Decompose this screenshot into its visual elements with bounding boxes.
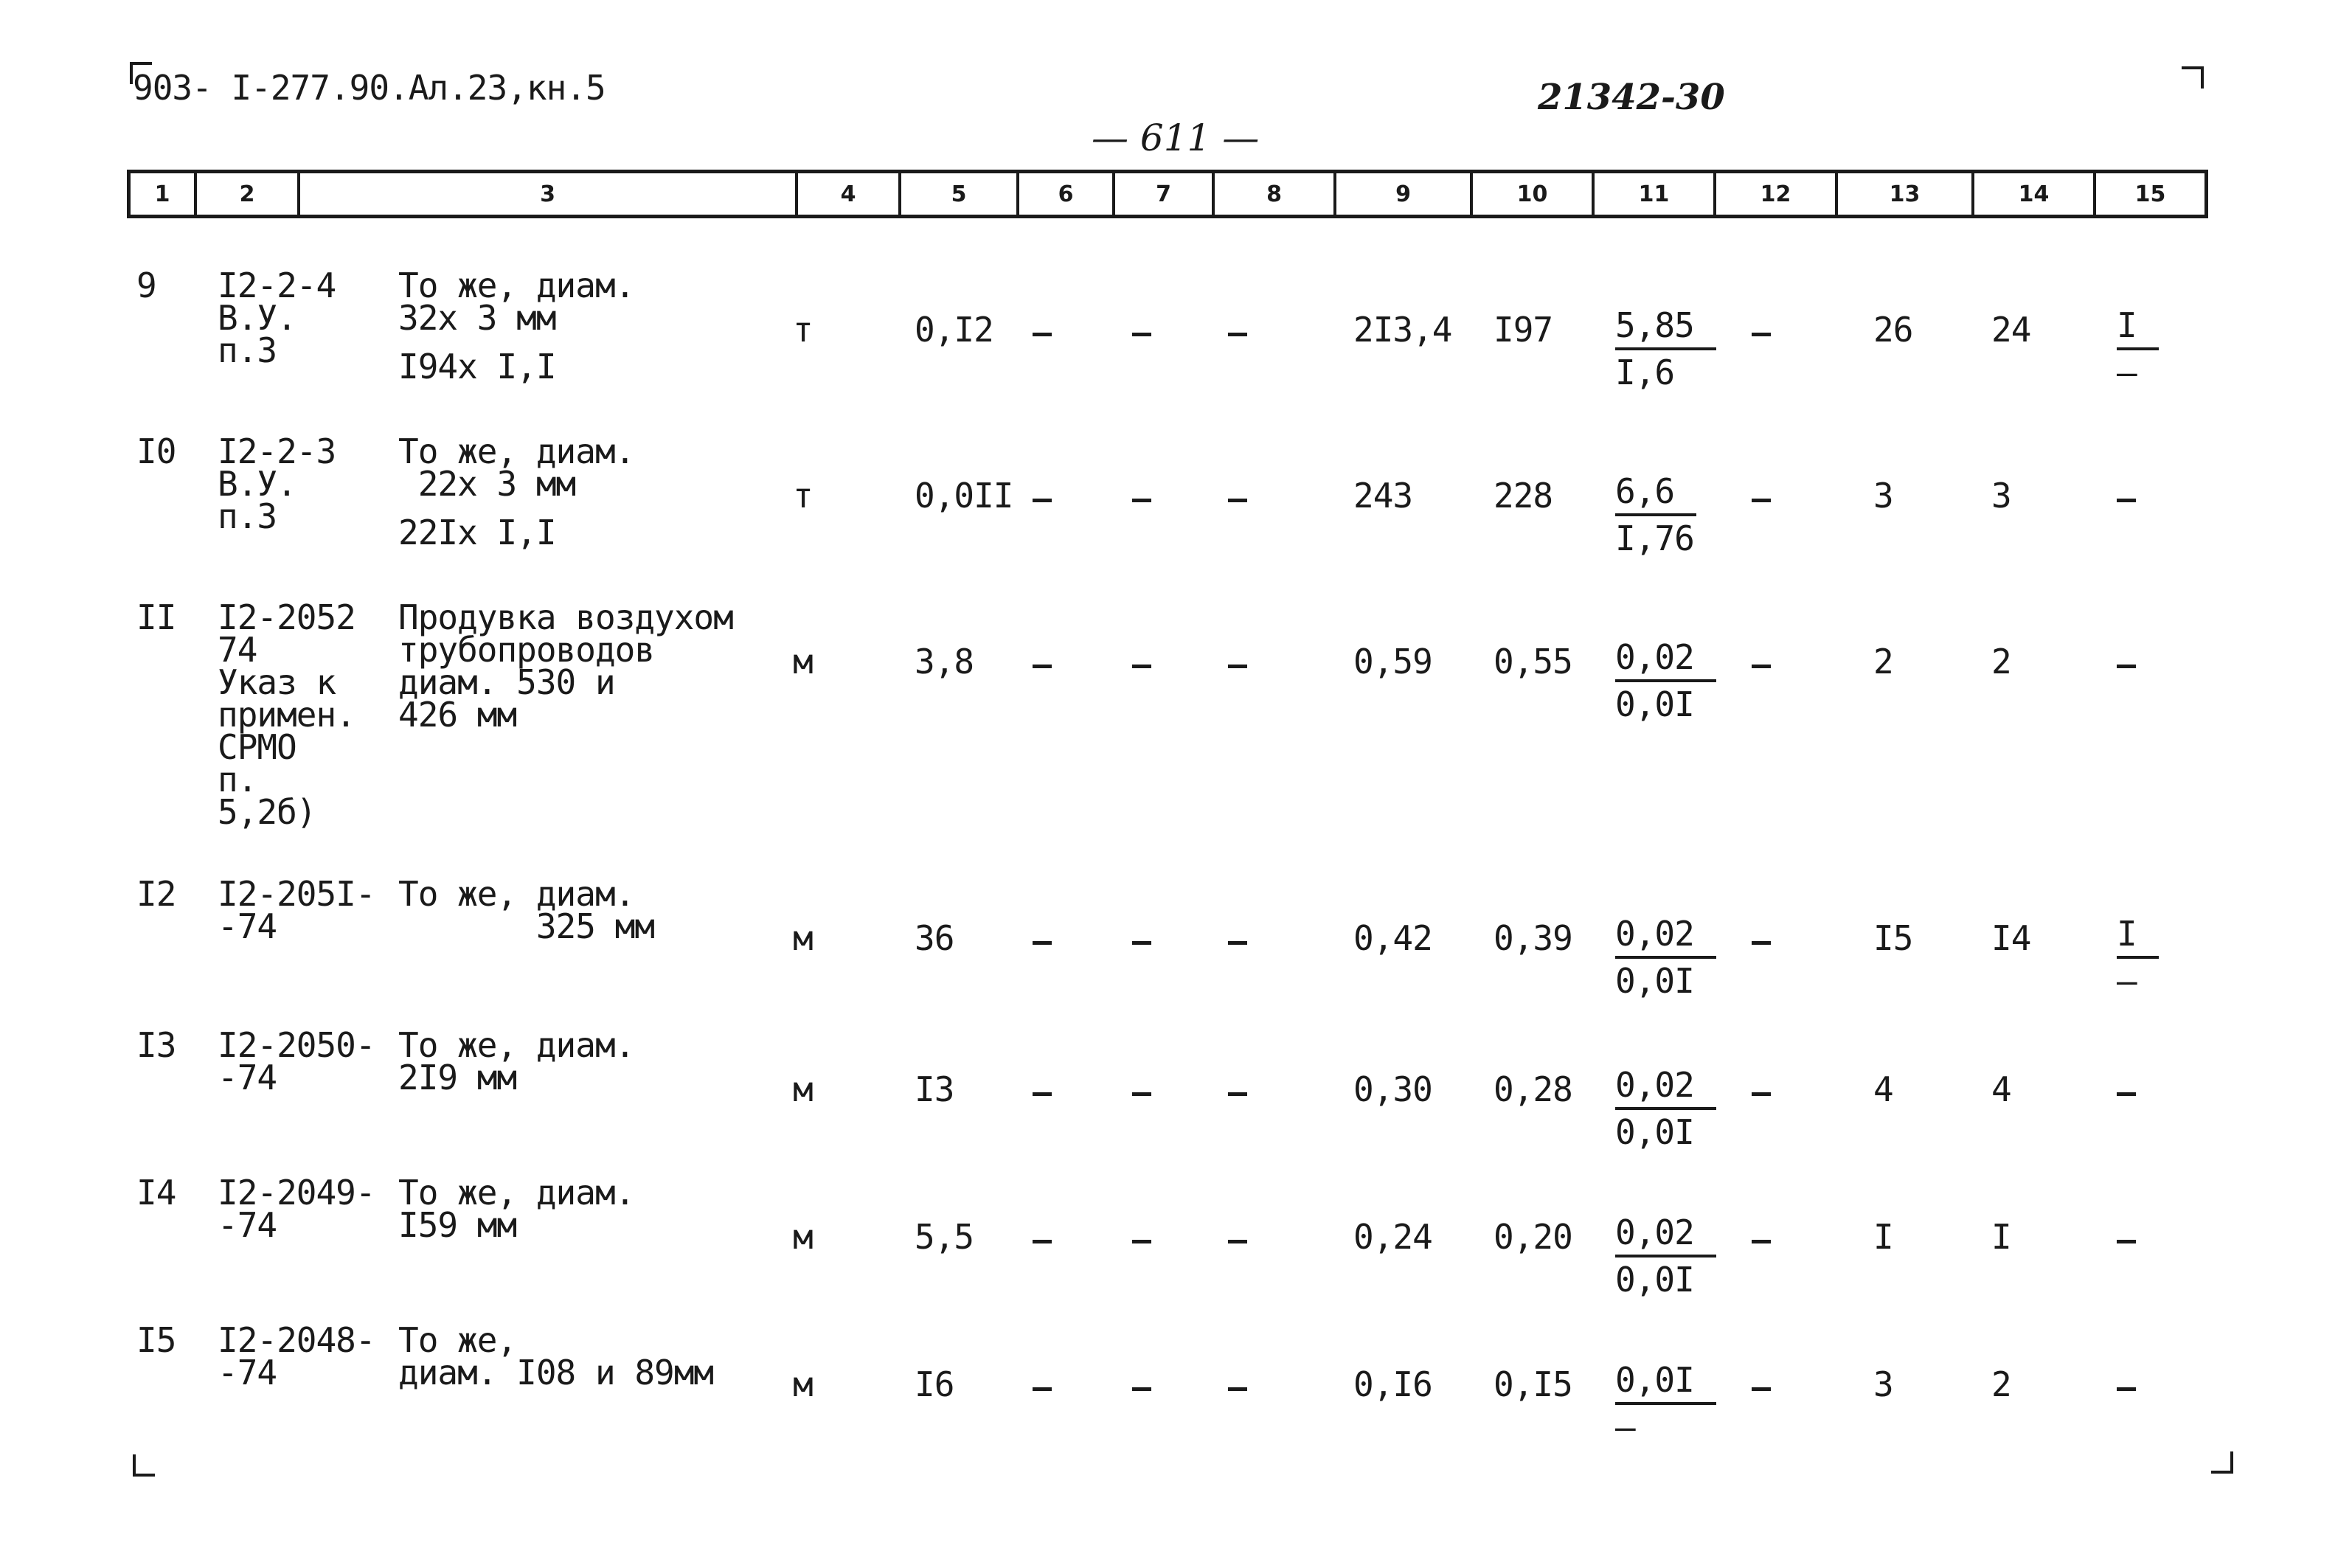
col9-value: 0,I6 <box>1353 1364 1432 1404</box>
col11-denominator: 0,0I <box>1615 961 1694 1001</box>
col11-numerator: 0,02 <box>1615 635 1716 682</box>
col14-value: 4 <box>1991 1069 2011 1109</box>
col11-denominator: – <box>1615 1407 1635 1447</box>
quantity: 3,8 <box>915 642 974 681</box>
col12-dash <box>1752 1092 1771 1096</box>
document-number: 21342-30 <box>1538 77 1725 118</box>
col13-value: I5 <box>1873 918 1913 958</box>
corner-mark-top-right <box>2182 66 2204 89</box>
unit: м <box>793 642 813 681</box>
col15-denominator: – <box>2117 961 2137 1001</box>
quantity: I3 <box>915 1069 954 1109</box>
col15-fraction <box>2117 912 2159 1003</box>
row-number: II <box>136 597 176 637</box>
col10-value: 0,I5 <box>1494 1364 1572 1404</box>
col13-value: I <box>1873 1217 1893 1257</box>
col7-dash <box>1132 1387 1151 1391</box>
col12-dash <box>1752 1387 1771 1391</box>
corner-mark-bottom-left <box>133 1454 155 1477</box>
column-header-15: 15 <box>2134 181 2166 207</box>
col11-fraction <box>1615 469 1696 561</box>
col11-denominator: 0,0I <box>1615 684 1694 724</box>
col11-numerator: 6,6 <box>1615 469 1696 516</box>
col8-dash <box>1228 1092 1247 1096</box>
unit: т <box>793 476 813 516</box>
rate-code: I2-2052 74 Указ к примен. СРМО п. 5,2б) <box>218 597 355 832</box>
col15-numerator: I <box>2117 912 2159 959</box>
col7-dash <box>1132 333 1151 336</box>
col15-numerator: I <box>2117 303 2159 350</box>
col10-value: 0,39 <box>1494 918 1572 958</box>
column-header-7: 7 <box>1115 173 1215 215</box>
col14-value: I4 <box>1991 918 2031 958</box>
rate-code: I2-2048- -74 <box>218 1320 375 1392</box>
col10-value: 0,28 <box>1494 1069 1572 1109</box>
col12-dash <box>1752 499 1771 502</box>
col11-fraction <box>1615 912 1716 1003</box>
col10-value: 0,55 <box>1494 642 1572 681</box>
col15-dash <box>2117 1387 2136 1391</box>
row-number: I3 <box>136 1025 176 1065</box>
work-description: То же, диам. 2I9 мм <box>398 1025 635 1097</box>
col6-dash <box>1033 499 1052 502</box>
col15-dash <box>2117 1240 2136 1243</box>
work-description: То же, диам. I08 и 89мм <box>398 1320 714 1392</box>
column-header-2: 2 <box>197 173 300 215</box>
row-number: I4 <box>136 1173 176 1213</box>
col15-denominator: – <box>2117 353 2137 392</box>
column-header-1: 1 <box>131 173 197 215</box>
col11-fraction <box>1615 1210 1716 1302</box>
col11-fraction <box>1615 303 1716 395</box>
col7-dash <box>1132 1240 1151 1243</box>
col8-dash <box>1228 665 1247 668</box>
col12-dash <box>1752 1240 1771 1243</box>
col11-fraction <box>1615 1358 1716 1449</box>
col6-dash <box>1033 1240 1052 1243</box>
col7-dash <box>1132 665 1151 668</box>
column-header-4: 4 <box>798 173 901 215</box>
col13-value: 4 <box>1873 1069 1893 1109</box>
col9-value: 0,42 <box>1353 918 1432 958</box>
col6-dash <box>1033 1387 1052 1391</box>
col11-numerator: 0,02 <box>1615 912 1716 959</box>
col7-dash <box>1132 941 1151 945</box>
col10-value: 0,20 <box>1494 1217 1572 1257</box>
unit: м <box>793 1364 813 1404</box>
col6-dash <box>1033 665 1052 668</box>
column-header-6: 6 <box>1019 173 1115 215</box>
col14-value: 24 <box>1991 310 2031 350</box>
col15-fraction <box>2117 303 2159 395</box>
col11-numerator: 0,02 <box>1615 1063 1716 1110</box>
col9-value: 0,30 <box>1353 1069 1432 1109</box>
column-header-9: 9 <box>1336 173 1473 215</box>
row-number: I0 <box>136 431 176 471</box>
work-description: То же, диам. 32х 3 мм <box>398 266 635 338</box>
row-number: I2 <box>136 874 176 914</box>
quantity: 36 <box>915 918 954 958</box>
quantity: 0,0II <box>915 476 1013 516</box>
work-description: Продувка воздухом трубопроводов диам. 530 и 426 мм <box>398 597 733 735</box>
col11-numerator: 0,0I <box>1615 1358 1716 1405</box>
col11-denominator: I,6 <box>1615 353 1675 392</box>
quantity: 0,I2 <box>915 310 993 350</box>
column-header-3: 3 <box>300 173 798 215</box>
unit: м <box>793 1069 813 1109</box>
col15-dash <box>2117 1092 2136 1096</box>
col8-dash <box>1228 499 1247 502</box>
col9-value: 243 <box>1353 476 1413 516</box>
col14-value: 3 <box>1991 476 2011 516</box>
col11-denominator: 0,0I <box>1615 1260 1694 1300</box>
col11-denominator: 0,0I <box>1615 1112 1694 1152</box>
column-header-8: 8 <box>1215 173 1336 215</box>
col6-dash <box>1033 1092 1052 1096</box>
col15-dash <box>2117 499 2136 502</box>
column-header-13: 13 <box>1838 173 1974 215</box>
col10-value: 228 <box>1494 476 1553 516</box>
col9-value: 2I3,4 <box>1353 310 1452 350</box>
col8-dash <box>1228 1240 1247 1243</box>
corner-mark-bottom-right <box>2211 1451 2233 1474</box>
col12-dash <box>1752 941 1771 945</box>
col11-fraction <box>1615 1063 1716 1154</box>
col13-value: 2 <box>1873 642 1893 681</box>
column-header-12: 12 <box>1716 173 1838 215</box>
col9-value: 0,59 <box>1353 642 1432 681</box>
column-header-5: 5 <box>901 173 1019 215</box>
col11-denominator: I,76 <box>1615 518 1694 558</box>
unit: м <box>793 1217 813 1257</box>
rate-code: I2-2-3 В.У. п.3 <box>218 431 336 536</box>
quantity: I6 <box>915 1364 954 1404</box>
col7-dash <box>1132 1092 1151 1096</box>
col6-dash <box>1033 333 1052 336</box>
work-description: То же, диам. 325 мм <box>398 874 655 946</box>
col12-dash <box>1752 333 1771 336</box>
col11-numerator: 0,02 <box>1615 1210 1716 1257</box>
col14-value: 2 <box>1991 1364 2011 1404</box>
work-description: То же, диам. I59 мм <box>398 1173 635 1245</box>
col13-value: 3 <box>1873 1364 1893 1404</box>
col14-value: 2 <box>1991 642 2011 681</box>
col8-dash <box>1228 1387 1247 1391</box>
row-number: I5 <box>136 1320 176 1360</box>
document-code: 903- I-277.90.Ал.23,кн.5 <box>133 68 606 108</box>
page-number: — 611 — <box>1092 117 1260 159</box>
quantity: 5,5 <box>915 1217 974 1257</box>
col12-dash <box>1752 665 1771 668</box>
column-header-row <box>127 170 2208 218</box>
column-header-10: 10 <box>1473 173 1595 215</box>
work-description: То же, диам. 22х 3 мм <box>398 431 635 504</box>
col9-value: 0,24 <box>1353 1217 1432 1257</box>
row-number: 9 <box>136 266 156 305</box>
col15-dash <box>2117 665 2136 668</box>
work-description-size: I94х I,I <box>398 347 556 386</box>
column-header-14: 14 <box>1974 173 2096 215</box>
col7-dash <box>1132 499 1151 502</box>
col8-dash <box>1228 333 1247 336</box>
col10-value: I97 <box>1494 310 1553 350</box>
rate-code: I2-205I- -74 <box>218 874 375 946</box>
col13-value: 26 <box>1873 310 1913 350</box>
unit: м <box>793 918 813 958</box>
unit: т <box>793 310 813 350</box>
col14-value: I <box>1991 1217 2011 1257</box>
work-description-size: 22Iх I,I <box>398 513 556 552</box>
col11-numerator: 5,85 <box>1615 303 1716 350</box>
rate-code: I2-2-4 В.У. п.3 <box>218 266 336 370</box>
rate-code: I2-2050- -74 <box>218 1025 375 1097</box>
col6-dash <box>1033 941 1052 945</box>
rate-code: I2-2049- -74 <box>218 1173 375 1245</box>
col13-value: 3 <box>1873 476 1893 516</box>
col11-fraction <box>1615 635 1716 726</box>
column-header-11: 11 <box>1595 173 1716 215</box>
col8-dash <box>1228 941 1247 945</box>
